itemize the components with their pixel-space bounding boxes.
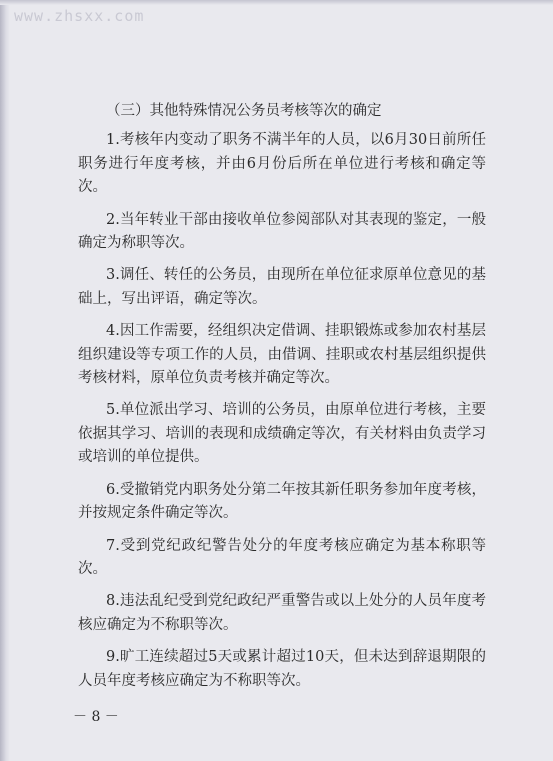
watermark: www.zhsxx.com: [14, 7, 145, 25]
document-body: [78, 100, 486, 702]
paragraph-5: 5.单位派出学习、培训的公务员，由原单位进行考核，主要依据其学习、培训的表现和成绩确定等次，有关材料由负责学习或培训的单位提供。: [78, 402, 486, 466]
paragraph-1: 1.考核年内变动了职务不满半年的人员，以6月30日前所任职务进行年度考核，并由6月份后所在单位进行考核和确定等次。: [78, 132, 486, 196]
section-heading: （三）其他特殊情况公务员考核等次的确定: [106, 103, 382, 119]
scan-edge-left: [0, 0, 10, 761]
paragraph-3: 3.调任、转任的公务员，由现所在单位征求原单位意见的基础上，写出评语，确定等次。: [78, 267, 486, 307]
paragraph-6: 6.受撤销党内职务处分第二年按其新任职务参加年度考核，并按规定条件确定等次。: [78, 481, 486, 522]
paragraph-9: 9.旷工连续超过5天或累计超过10天，但未达到辞退期限的人员年度考核应确定为不称职等次。: [78, 649, 486, 689]
paragraph-8: 8.违法乱纪受到党纪政纪严重警告或以上处分的人员年度考核应确定为不称职等次。: [78, 593, 486, 633]
scan-edge-top: [0, 0, 553, 5]
paragraph-4: 4.因工作需要，经组织决定借调、挂职锻炼或参加农村基层组织建设等专项工作的人员，由借调、挂职或农村基层组织提供考核材料，原单位负责考核并确定等次。: [78, 323, 486, 387]
paragraph-2: 2.当年转业干部由接收单位参阅部队对其表现的鉴定，一般确定为称职等次。: [78, 211, 486, 252]
page-number: － 8 －: [73, 709, 119, 725]
paragraph-7: 7.受到党纪政纪警告处分的年度考核应确定为基本称职等次。: [78, 537, 486, 577]
